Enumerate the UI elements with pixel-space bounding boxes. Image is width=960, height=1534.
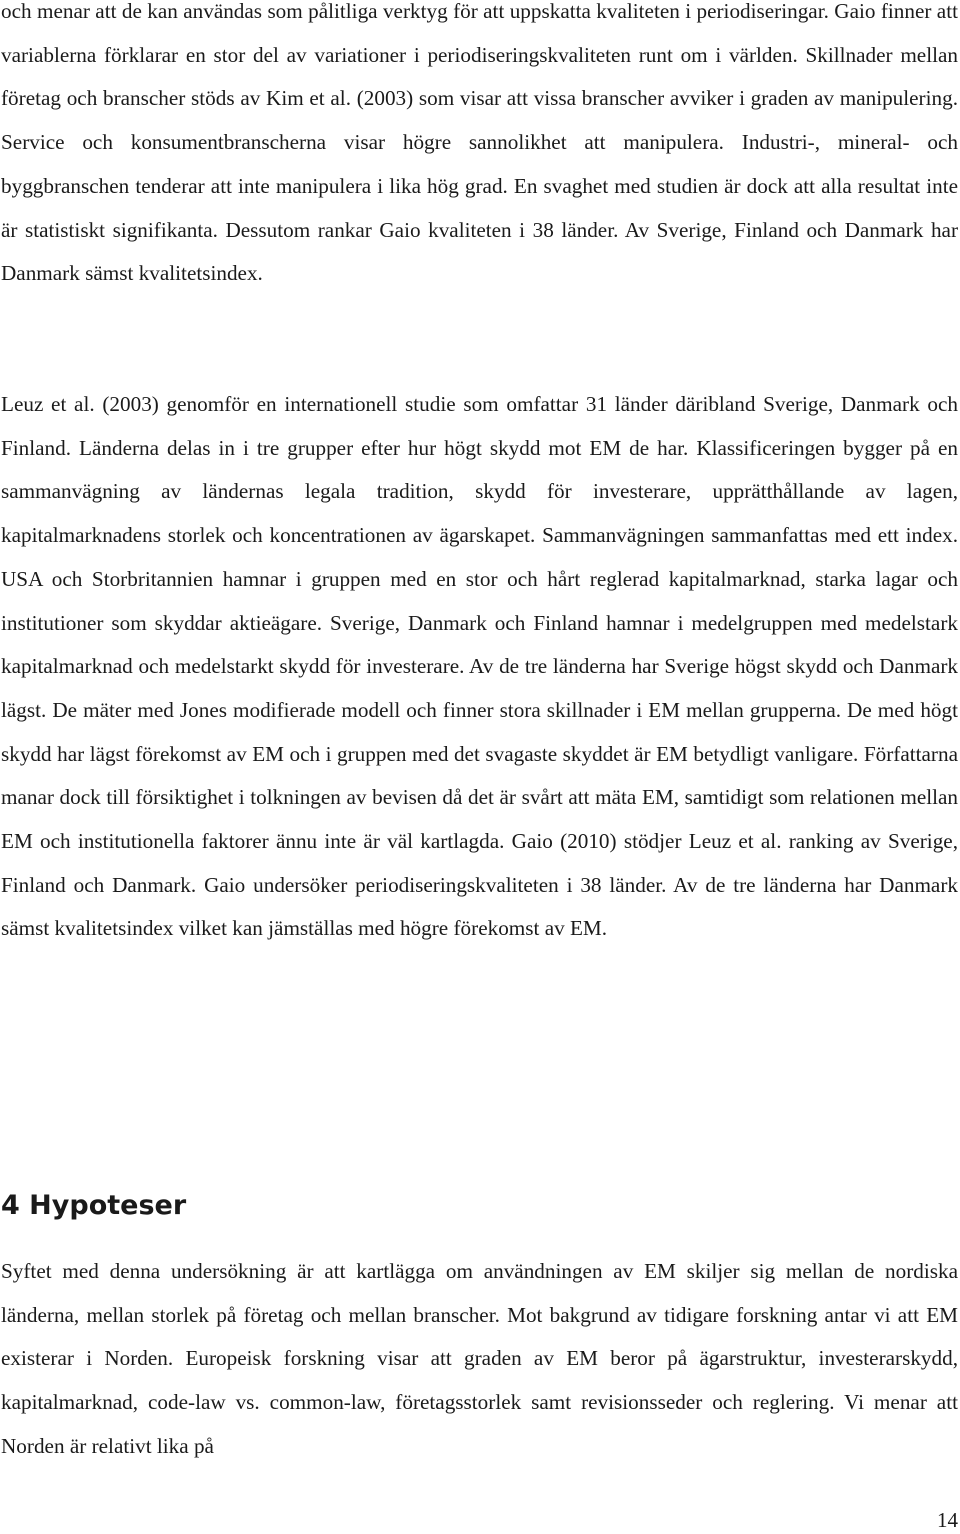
page-number: 14: [937, 1508, 958, 1532]
body-paragraph: Leuz et al. (2003) genomför en internationell studie som omfattar 31 länder däribland Sverige, Danmark och Finland. Länderna delas in i tre grupper efter hur högt skydd mot EM de har. Klassificeringen bygger på en sammanvägning av ländernas legala tradition, skydd för investerare, upprätthållande av lagen, kapitalmarknadens storlek och koncentrationen av ägarskapet. Sammanvägningen sammanfattas med ett index. USA och Storbritannien hamnar i gruppen med en stor och hårt reglerad kapitalmarknad, starka lagar och institutioner som skyddar aktieägare. Sverige, Danmark och Finland hamnar i medelgruppen med medelstark kapitalmarknad och medelstarkt skydd för investerare. Av de tre länderna har Sverige högst skydd och Danmark lägst. De mäter med Jones modifierade modell och finner stora skillnader i EM mellan grupperna. De med högt skydd har lägst förekomst av EM och i gruppen med det svagaste skyddet är EM betydligt vanligare. Författarna manar dock till försiktighet i tolkningen av bevisen då det är svårt att mäta EM, samtidigt som relationen mellan EM och institutionella faktorer ännu inte är väl kartlagda. Gaio (2010) stödjer Leuz et al. ranking av Sverige, Finland och Danmark. Gaio undersöker periodiseringskvaliteten i 38 länder. Av de tre länderna har Danmark sämst kvalitetsindex vilket kan jämställas med högre förekomst av EM.: [1, 392, 958, 941]
section-paragraph: Syftet med denna undersökning är att kartlägga om användningen av EM skiljer sig mellan de nordiska länderna, mellan storlek på företag och mellan branscher. Mot bakgrund av tidigare forskning antar vi att EM existerar i Norden. Europeisk forskning visar att graden av EM beror på ägarstruktur, investerarskydd, kapitalmarknad, code-law vs. common-law, företagsstorlek samt revisionsseder och reglering. Vi menar att Norden är relativt lika på: [1, 1259, 958, 1458]
body-paragraph: och menar att de kan användas som pålitliga verktyg för att uppskatta kvaliteten i periodiseringar. Gaio finner att variablerna förklarar en stor del av variationer i periodiseringskvaliteten runt om i världen. Skillnader mellan företag och branscher stöds av Kim et al. (2003) som visar att vissa branscher avviker i graden av manipulering. Service och konsumentbranscherna visar högre sannolikhet att manipulera. Industri-, mineral- och byggbranschen tenderar att inte manipulera i lika hög grad. En svaghet med studien är dock att alla resultat inte är statistiskt signifikanta. Dessutom rankar Gaio kvaliteten i 38 länder. Av Sverige, Finland och Danmark har Danmark sämst kvalitetsindex.: [1, 0, 958, 286]
section-heading: 4 Hypoteser: [1, 1190, 187, 1221]
